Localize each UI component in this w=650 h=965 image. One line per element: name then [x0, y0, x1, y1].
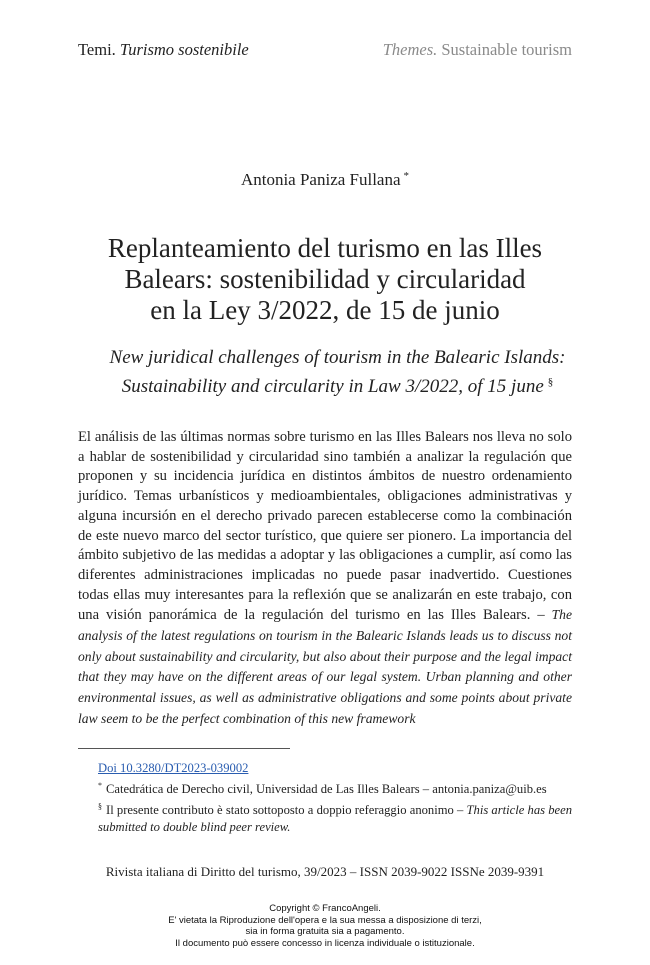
running-head-right-label: Themes. [382, 40, 438, 59]
copyright-notice [0, 903, 650, 949]
footnote-author [78, 777, 572, 798]
title-line-3: en la Ley 3/2022, de 15 de junio [150, 295, 500, 325]
copyright-line-2: E' vietata la Riproduzione dell'opera e la sua messa a disposizione di terzi, [168, 914, 482, 926]
running-head-left-label: Temi. [78, 40, 116, 59]
running-head-right-topic: Sustainable tourism [441, 40, 572, 59]
title-line-1: Replanteamiento del turismo en las Illes [107, 233, 543, 263]
english-title-line-1: New juridical challenges of tourism in the Balearic Islands: [109, 347, 566, 368]
footnotes [78, 760, 572, 836]
title-line-2: Balears: sostenibilidad y circularidad [124, 264, 526, 294]
copyright-line-4: Il documento può essere concesso in licenza individuale o istituzionale. [175, 937, 475, 949]
footnote-divider [78, 748, 290, 749]
running-head-right [383, 40, 572, 60]
abstract-english: The analysis of the latest regulations on tourism in the Balearic Islands leads us to discuss not only about sustainability and circularity, but also about their purpose and the legal impact that they may have on the different areas of our legal system. Urban planning and other environmental issues, as well as administrative obligations and some points about private law seem to be the perfect combination of this new framework [78, 607, 573, 726]
english-title [80, 346, 595, 399]
article-title [60, 233, 590, 326]
running-head-left-topic: Turismo sostenibile [119, 40, 249, 59]
running-head [78, 40, 572, 64]
author-footnote-mark[interactable]: * [403, 170, 410, 182]
footnote-author-mark: * [98, 781, 102, 790]
copyright-line-1: Copyright © FrancoAngeli. [269, 903, 381, 914]
footnote-author-text: Catedrática de Derecho civil, Universidad de Las Illes Balears – antonia.paniza@uib.es [106, 782, 547, 796]
copyright-line-3: sia in forma gratuita sia a pagamento. [245, 926, 405, 938]
footnote-review-text: Il presente contributo è stato sottoposto a doppio referaggio anonimo – [106, 803, 464, 817]
journal-citation: Rivista italiana di Diritto del turismo, 39/2023 – ISSN 2039-9022 ISSNe 2039-9391 [105, 864, 545, 879]
abstract [78, 428, 572, 730]
running-head-left [78, 40, 249, 60]
abstract-spanish: El análisis de las últimas normas sobre turismo en las Illes Balears nos lleva no solo a hablar de sostenibilidad y circularidad sino también a analizar la regulación que proponen y su incidencia jurídica en distintos ámbitos de nuestro ordenamiento jurídico. Temas urbanísticos y medioambientales, obligaciones administrativas y alguna incursión en el derecho privado parecen establecerse como la combinación de este nuevo marco del sector turístico, que quiere ser pionero. La importancia del ámbito subjetivo de las medidas a adoptar y las obligaciones a cumplir, así como las diferentes administraciones implicadas no puede pasar inadvertido. Cuestiones todas ellas muy interesantes para la reflexión que se analizarán en este trabajo, con una visión panorámica de la regulación del turismo en las Illes Balears. – [78, 429, 572, 624]
english-title-line-2: Sustainability and circularity in Law 3/2022, of 15 june [121, 376, 544, 397]
footnote-review [78, 798, 572, 836]
author-name: Antonia Paniza Fullana [240, 170, 401, 189]
review-footnote-mark[interactable]: § [547, 376, 554, 388]
doi-link[interactable]: Doi 10.3280/DT2023-039002 [98, 761, 249, 775]
english-title-line-2-wrap [80, 370, 595, 399]
author-line [0, 170, 650, 190]
footnote-review-mark: § [98, 802, 102, 811]
footnote-review-english: This article has been submitted to double blind peer review. [98, 803, 572, 834]
